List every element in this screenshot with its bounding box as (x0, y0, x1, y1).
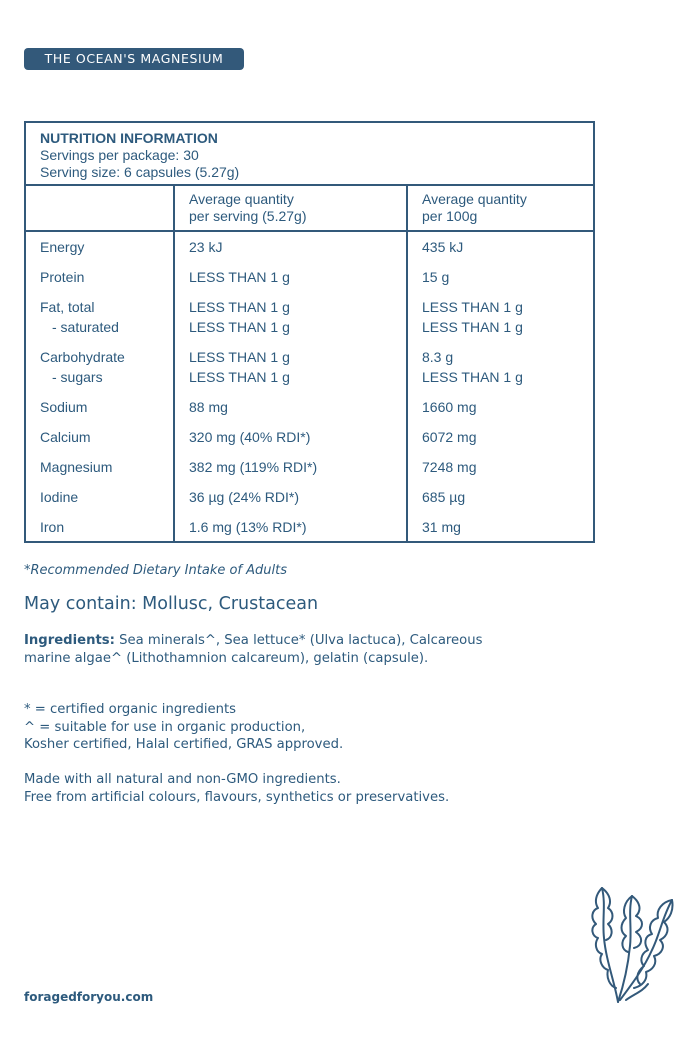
certification-line: * = certified organic ingredients (24, 702, 236, 717)
per-100g-value-cell (407, 231, 593, 262)
nutrient-row (26, 342, 593, 392)
nutrient-name: Energy (40, 239, 85, 255)
nutrient-row (26, 422, 593, 452)
per-100g-value: 685 µg (422, 489, 466, 505)
per-100g-value: 435 kJ (422, 239, 464, 255)
nutrient-name: Iodine (40, 489, 79, 505)
per-100g-value-cell (407, 482, 593, 512)
per-serving-value-cell (174, 262, 407, 292)
per-serving-value-cell (174, 422, 407, 452)
per-serving-header-line1: Average quantity (189, 191, 294, 207)
per-100g-value-cell (407, 512, 593, 543)
per-100g-value-cell (407, 292, 593, 342)
per-serving-value: 36 µg (24% RDI*) (189, 489, 299, 505)
seaweed-icon (588, 880, 676, 1004)
made-with-statement (24, 771, 449, 806)
ingredients (24, 632, 494, 667)
per-serving-value-cell (174, 482, 407, 512)
nutrient-row (26, 231, 593, 262)
ingredients-text: Sea minerals^, Sea lettuce* (Ulva lactuca), Calcareous marine algae^ (Lithothamnion calcareum), gelatin (capsule). (24, 633, 483, 666)
allergen-statement: May contain: Mollusc, Crustacean (24, 594, 319, 614)
per-100g-value-cell (407, 422, 593, 452)
per-serving-value-cell (174, 512, 407, 543)
per-serving-value: 1.6 mg (13% RDI*) (189, 519, 307, 535)
nutrition-panel (24, 121, 595, 543)
nutrient-row (26, 512, 593, 543)
per-100g-header-line1: Average quantity (422, 191, 527, 207)
certification-line: ^ = suitable for use in organic production, (24, 719, 306, 735)
nutrient-name: Sodium (40, 399, 88, 415)
nutrient-name-cell (26, 292, 174, 342)
nutrient-name-cell (26, 512, 174, 543)
brand-badge: THE OCEAN'S MAGNESIUM (24, 48, 244, 70)
per-100g-value: LESS THAN 1 g (422, 319, 523, 335)
per-100g-value: 31 mg (422, 519, 461, 535)
per-serving-value: 23 kJ (189, 239, 223, 255)
per-serving-value: LESS THAN 1 g (189, 299, 290, 315)
nutrient-name-cell (26, 452, 174, 482)
nutrient-name: Iron (40, 519, 65, 535)
serving-size: Serving size: 6 capsules (5.27g) (40, 164, 240, 180)
per-100g-value: 8.3 g (422, 349, 454, 365)
per-serving-value: LESS THAN 1 g (189, 319, 290, 335)
per-100g-value-cell (407, 262, 593, 292)
per-100g-header (407, 186, 593, 231)
label-column-header (26, 186, 174, 231)
per-serving-value: 88 mg (189, 399, 228, 415)
made-with-line: Free from artificial colours, flavours, synthetics or preservatives. (24, 789, 450, 805)
nutrient-name: - saturated (52, 319, 119, 335)
nutrient-name: Calcium (40, 429, 91, 445)
per-100g-value-cell (407, 342, 593, 392)
per-100g-value: 7248 mg (422, 459, 477, 475)
made-with-line: Made with all natural and non-GMO ingredients. (24, 772, 341, 787)
per-serving-value-cell (174, 452, 407, 482)
column-header-row (26, 186, 593, 231)
nutrition-header (26, 123, 593, 186)
per-serving-value-cell (174, 392, 407, 422)
per-100g-value: 15 g (422, 269, 450, 285)
per-100g-value: 6072 mg (422, 429, 477, 445)
nutrient-row (26, 262, 593, 292)
per-serving-value: LESS THAN 1 g (189, 349, 290, 365)
per-serving-value: LESS THAN 1 g (189, 269, 290, 285)
website-link[interactable]: foragedforyou.com (24, 990, 154, 1004)
per-serving-value: 382 mg (119% RDI*) (189, 459, 318, 475)
per-serving-value: 320 mg (40% RDI*) (189, 429, 311, 445)
per-serving-value-cell (174, 342, 407, 392)
certification-line: Kosher certified, Halal certified, GRAS approved. (24, 737, 344, 752)
per-100g-value-cell (407, 392, 593, 422)
per-100g-value: 1660 mg (422, 399, 477, 415)
nutrient-row (26, 482, 593, 512)
nutrient-name-cell (26, 231, 174, 262)
nutrient-name-cell (26, 392, 174, 422)
per-serving-value-cell (174, 231, 407, 262)
nutrient-row (26, 392, 593, 422)
servings-per-package: Servings per package: 30 (40, 147, 199, 163)
per-serving-header-line2: per serving (5.27g) (189, 208, 307, 224)
nutrient-row (26, 452, 593, 482)
nutrient-name: Carbohydrate (40, 349, 125, 365)
per-100g-value-cell (407, 452, 593, 482)
nutrient-row (26, 292, 593, 342)
per-100g-value: LESS THAN 1 g (422, 299, 523, 315)
nutrient-name-cell (26, 342, 174, 392)
nutrition-title: NUTRITION INFORMATION (40, 130, 218, 146)
per-serving-value-cell (174, 292, 407, 342)
rdi-footnote: *Recommended Dietary Intake of Adults (24, 563, 288, 578)
nutrient-name-cell (26, 422, 174, 452)
per-serving-header (174, 186, 407, 231)
nutrition-table (26, 186, 593, 543)
certifications (24, 701, 343, 754)
per-serving-value: LESS THAN 1 g (189, 369, 290, 385)
per-100g-header-line2: per 100g (422, 208, 478, 224)
per-100g-value: LESS THAN 1 g (422, 369, 523, 385)
nutrient-name-cell (26, 482, 174, 512)
nutrient-name: Protein (40, 269, 85, 285)
ingredients-label: Ingredients: (24, 633, 115, 648)
nutrient-name: Fat, total (40, 299, 95, 315)
nutrient-name-cell (26, 262, 174, 292)
nutrient-name: - sugars (52, 369, 103, 385)
nutrient-name: Magnesium (40, 459, 113, 475)
